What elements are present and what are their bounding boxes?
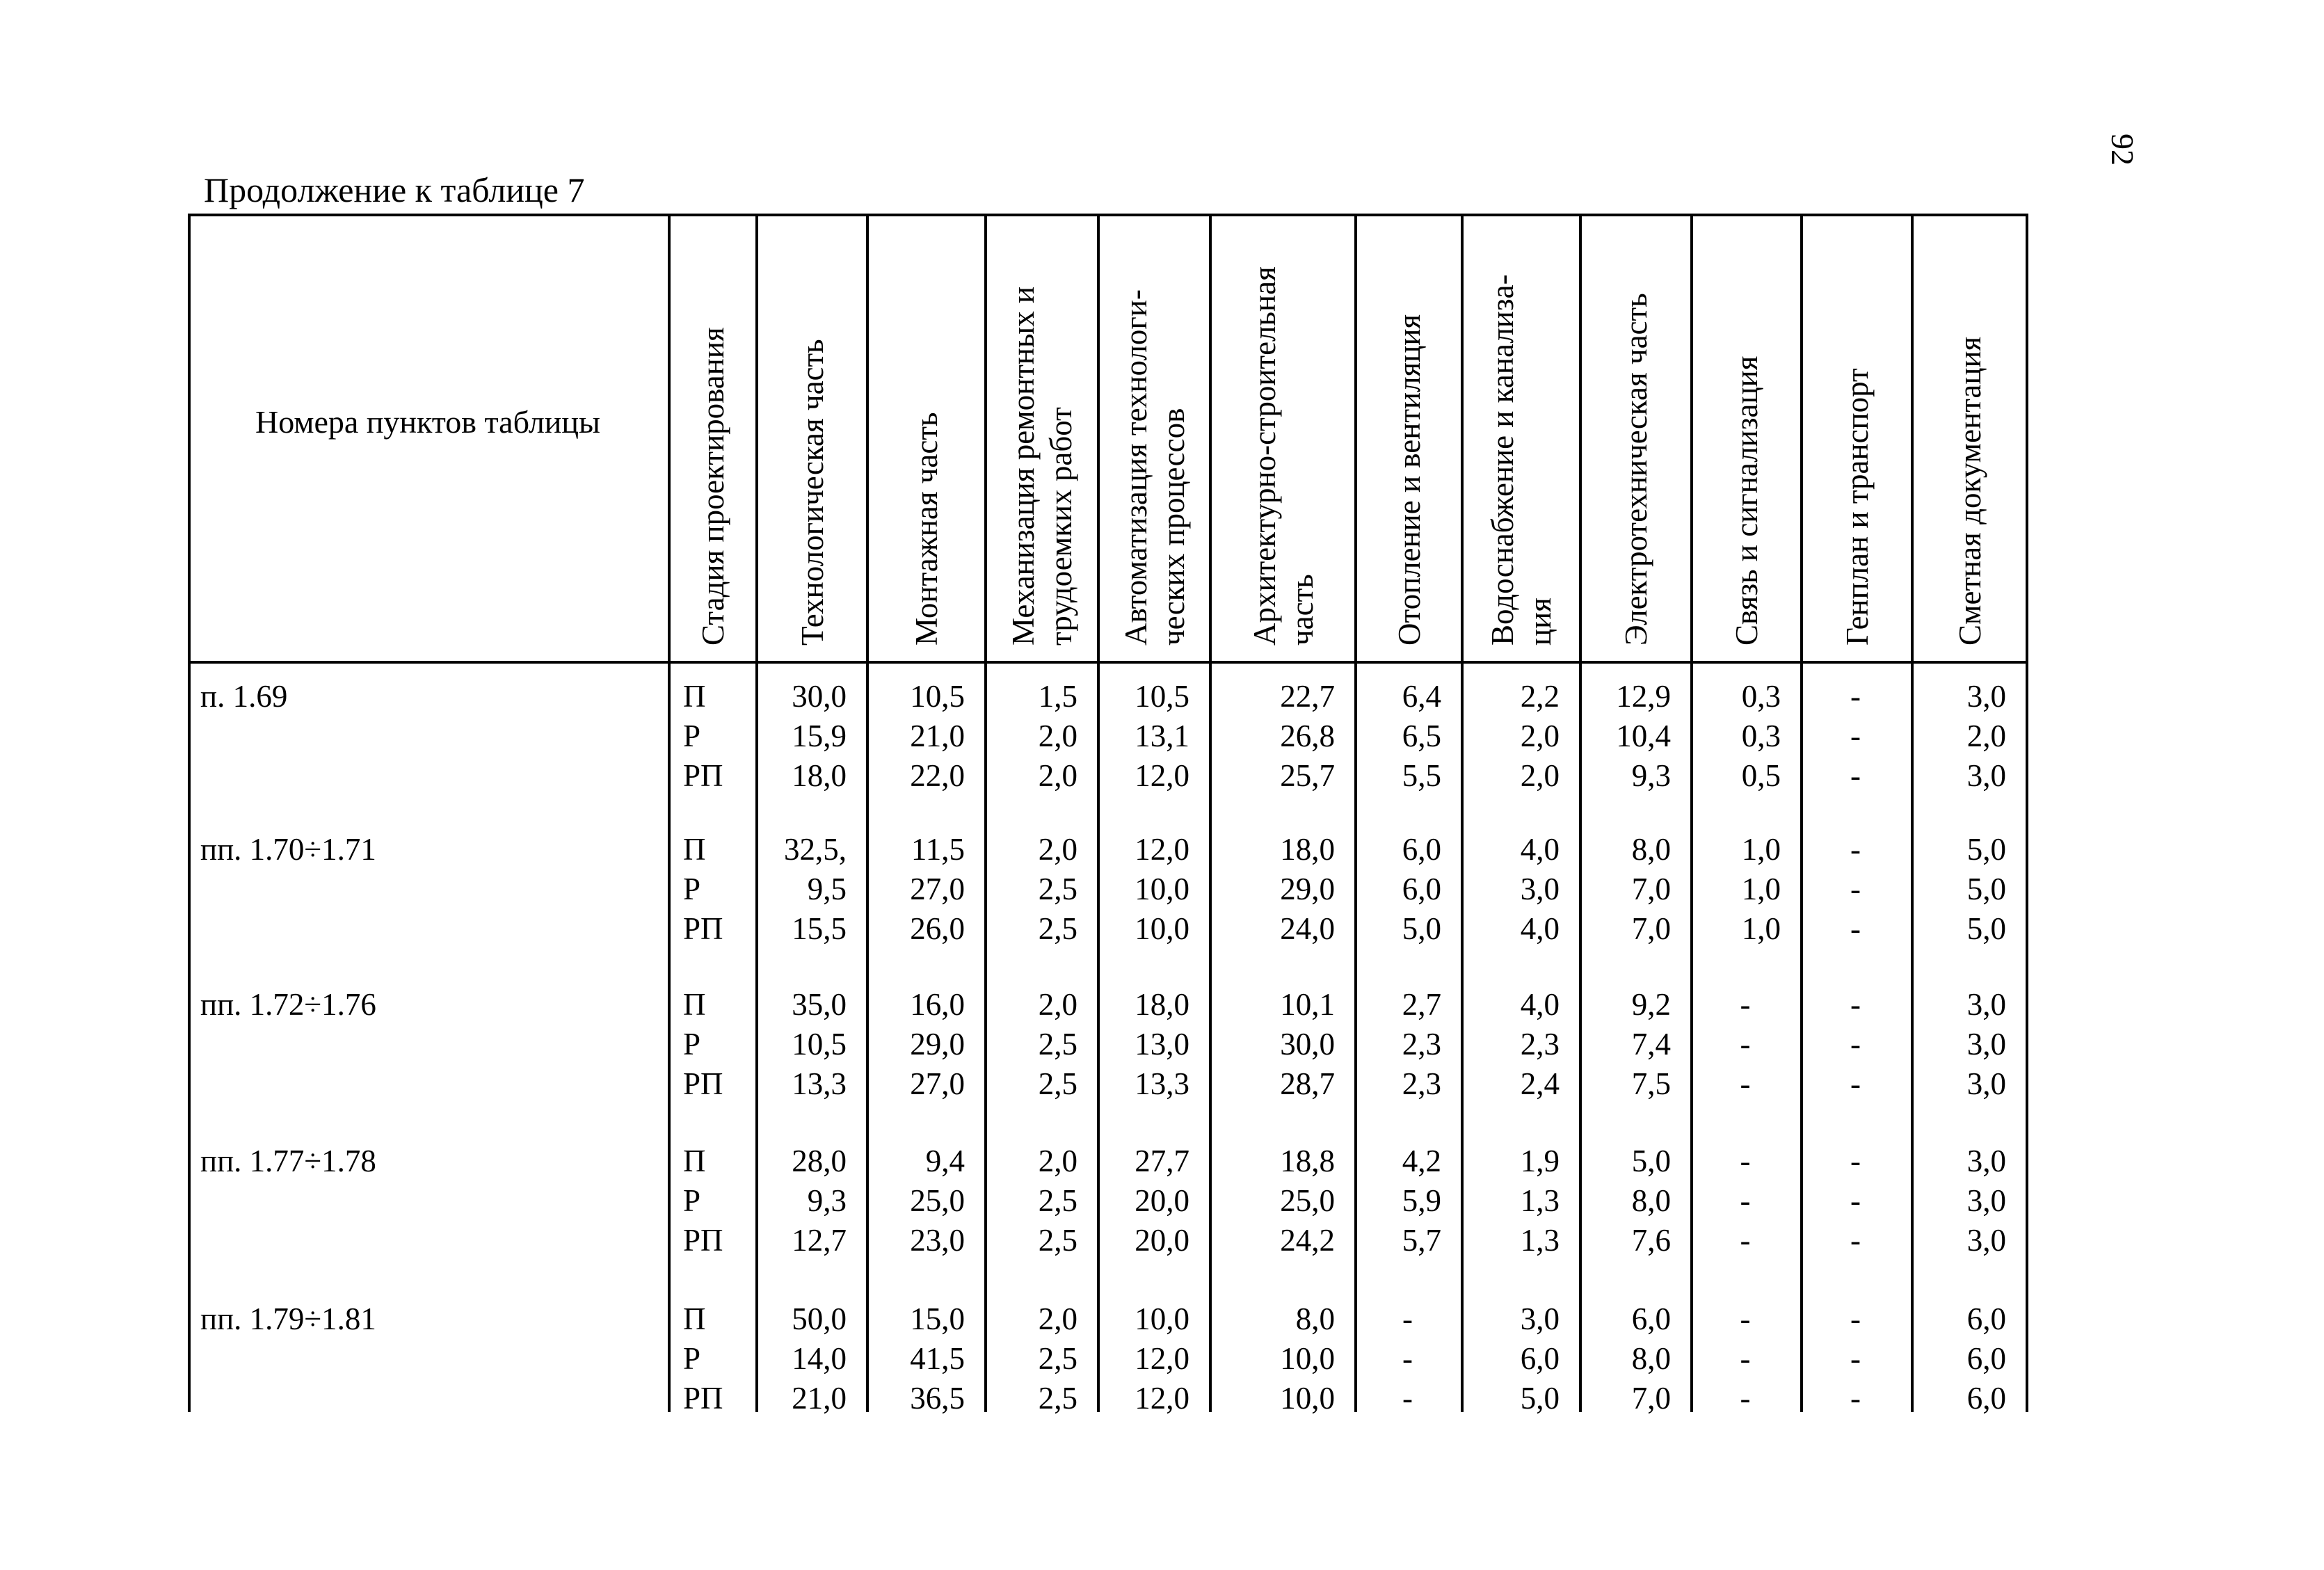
stage-cell: П [683,1301,706,1336]
value-cell: 9,3 [1631,758,1671,793]
value-cell: 2,7 [1402,987,1441,1022]
value-cell: 36,5 [910,1381,965,1416]
value-cell: - [1850,1223,1861,1258]
value-cell: 3,0 [1966,1144,2006,1178]
value-cell: - [1850,758,1861,793]
column-header [1728,356,1765,646]
value-cell: 2,0 [1038,987,1077,1022]
stage-cell: РП [683,758,723,793]
value-cell: 6,5 [1402,719,1441,753]
value-cell: 2,3 [1402,1066,1441,1101]
column-header-line: Технологическая часть [795,339,830,646]
value-cell: 2,5 [1038,1066,1077,1101]
value-cell: 7,0 [1631,872,1671,906]
stage-cell: П [683,987,706,1022]
value-cell: 18,0 [1280,832,1335,867]
column-divider [668,214,671,1412]
value-cell: - [1850,1027,1861,1062]
value-cell: 3,0 [1966,1223,2006,1258]
value-cell: 10,0 [1135,872,1189,906]
column-header [908,412,945,646]
value-cell: 6,0 [1966,1381,2006,1416]
value-cell: 18,8 [1280,1144,1335,1178]
group-label: пп. 1.77÷1.78 [200,1144,376,1178]
table-top-border [188,214,2028,216]
value-cell: 27,0 [910,872,965,906]
column-header-line: Монтажная часть [909,412,944,646]
value-cell: 24,0 [1280,911,1335,946]
value-cell: - [1850,1301,1861,1336]
value-cell: 2,5 [1038,1183,1077,1218]
value-cell: 1,5 [1038,679,1077,714]
value-cell: 8,0 [1631,832,1671,867]
value-cell: - [1740,1341,1751,1376]
value-cell: 3,0 [1520,1301,1560,1336]
value-cell: 1,0 [1741,872,1781,906]
value-cell: 10,5 [1135,679,1189,714]
value-cell: 3,0 [1966,1027,2006,1062]
value-cell: 10,4 [1616,719,1671,753]
value-cell: - [1850,1144,1861,1178]
value-cell: 2,5 [1038,1027,1077,1062]
value-cell: 21,0 [792,1381,847,1416]
column-header-line: Водоснабжение и канализа- [1485,274,1520,646]
value-cell: 18,0 [792,758,847,793]
value-cell: 7,4 [1631,1027,1671,1062]
value-cell: 4,0 [1520,987,1560,1022]
value-cell: 2,0 [1520,758,1560,793]
value-cell: 27,0 [910,1066,965,1101]
value-cell: 2,0 [1520,719,1560,753]
stage-cell: Р [683,719,701,753]
header-row-numbers: Номера пунктов таблицы [255,404,600,440]
column-header [1617,293,1655,646]
value-cell: 1,0 [1741,832,1781,867]
value-cell: - [1740,1027,1751,1062]
value-cell: 10,0 [1135,1301,1189,1336]
value-cell: 10,5 [792,1027,847,1062]
stage-cell: РП [683,1381,723,1416]
value-cell: 18,0 [1135,987,1189,1022]
value-cell: 9,3 [807,1183,847,1218]
value-cell: 16,0 [910,987,965,1022]
column-header [1484,274,1559,646]
stage-cell: Р [683,872,701,906]
column-header-line: Механизация ремонтных и [1006,286,1041,646]
value-cell: 2,5 [1038,911,1077,946]
value-cell: - [1850,1341,1861,1376]
group-label: п. 1.69 [200,679,288,714]
value-cell: 27,7 [1135,1144,1189,1178]
value-cell: 5,0 [1966,832,2006,867]
value-cell: 2,5 [1038,872,1077,906]
value-cell: 14,0 [792,1341,847,1376]
value-cell: 13,0 [1135,1027,1189,1062]
column-header-line: Электротехническая часть [1619,293,1653,646]
value-cell: 1,9 [1520,1144,1560,1178]
value-cell: 9,4 [925,1144,965,1178]
value-cell: 26,8 [1280,719,1335,753]
value-cell: 28,0 [792,1144,847,1178]
value-cell: 2,3 [1520,1027,1560,1062]
value-cell: 7,5 [1631,1066,1671,1101]
value-cell: 13,3 [792,1066,847,1101]
value-cell: 8,0 [1295,1301,1335,1336]
column-header-line: Отопление и вентиляция [1392,314,1427,646]
value-cell: 0,3 [1741,679,1781,714]
value-cell: - [1740,1066,1751,1101]
stage-cell: Р [683,1341,701,1376]
column-header-line: Генплан и транспорт [1840,368,1875,646]
value-cell: 29,0 [1280,872,1335,906]
value-cell: 3,0 [1966,679,2006,714]
value-cell: 25,0 [1280,1183,1335,1218]
value-cell: - [1850,1381,1861,1416]
value-cell: 5,0 [1520,1381,1560,1416]
value-cell: 11,5 [911,832,965,867]
table-caption: Продолжение к таблице 7 [204,170,585,209]
column-divider [188,214,191,1412]
value-cell: 13,1 [1135,719,1189,753]
value-cell: 12,0 [1135,832,1189,867]
value-cell: 2,2 [1520,679,1560,714]
stage-cell: Р [683,1183,701,1218]
column-header [1391,314,1428,646]
value-cell: 5,5 [1402,758,1441,793]
value-cell: 15,5 [792,911,847,946]
value-cell: 10,0 [1280,1341,1335,1376]
value-cell: 22,0 [910,758,965,793]
column-header [1246,266,1321,646]
value-cell: 1,3 [1520,1223,1560,1258]
value-cell: 6,0 [1966,1301,2006,1336]
page-number: 92 [2105,134,2140,166]
value-cell: 25,0 [910,1183,965,1218]
value-cell: 15,9 [792,719,847,753]
value-cell: 2,0 [1038,758,1077,793]
column-header-line: Архитектурно-строительная [1247,266,1282,646]
value-cell: - [1850,719,1861,753]
value-cell: 2,0 [1038,1144,1077,1178]
value-cell: - [1402,1301,1413,1336]
group-label: пп. 1.70÷1.71 [200,832,376,867]
value-cell: 20,0 [1135,1223,1189,1258]
value-cell: 6,0 [1402,832,1441,867]
value-cell: 2,3 [1402,1027,1441,1062]
value-cell: - [1850,911,1861,946]
value-cell: 3,0 [1966,987,2006,1022]
value-cell: - [1402,1341,1413,1376]
value-cell: 22,7 [1280,679,1335,714]
value-cell: 26,0 [910,911,965,946]
value-cell: 0,3 [1741,719,1781,753]
value-cell: 30,0 [792,679,847,714]
column-divider [2026,214,2028,1412]
header-bottom-border [188,661,2028,664]
column-header [1117,289,1192,646]
value-cell: 3,0 [1966,1066,2006,1101]
value-cell: 3,0 [1966,758,2006,793]
value-cell: 6,4 [1402,679,1441,714]
value-cell: 21,0 [910,719,965,753]
value-cell: - [1402,1381,1413,1416]
value-cell: - [1850,987,1861,1022]
value-cell: 3,0 [1966,1183,2006,1218]
value-cell: 12,7 [792,1223,847,1258]
value-cell: 6,0 [1402,872,1441,906]
value-cell: 6,0 [1966,1341,2006,1376]
value-cell: 25,7 [1280,758,1335,793]
value-cell: 12,0 [1135,1341,1189,1376]
value-cell: 2,0 [1038,719,1077,753]
value-cell: 30,0 [1280,1027,1335,1062]
stage-cell: П [683,1144,706,1178]
value-cell: 6,0 [1520,1341,1560,1376]
value-cell: 2,4 [1520,1066,1560,1101]
value-cell: 29,0 [910,1027,965,1062]
value-cell: 2,5 [1038,1223,1077,1258]
value-cell: 9,2 [1631,987,1671,1022]
value-cell: - [1850,1066,1861,1101]
column-header-line: Связь и сигнализация [1729,355,1764,646]
column-header-line: трудоемких работ [1043,407,1078,646]
value-cell: 10,0 [1135,911,1189,946]
value-cell: 4,0 [1520,832,1560,867]
column-header-line: Стадия проектирования [696,327,730,646]
value-cell: 0,5 [1741,758,1781,793]
value-cell: 2,0 [1966,719,2006,753]
value-cell: - [1740,1223,1751,1258]
value-cell: 7,0 [1631,1381,1671,1416]
value-cell: 10,5 [910,679,965,714]
column-header [1838,368,1876,646]
value-cell: 5,7 [1402,1223,1441,1258]
value-cell: 13,3 [1135,1066,1189,1101]
value-cell: 12,0 [1135,758,1189,793]
group-label: пп. 1.72÷1.76 [200,987,376,1022]
stage-cell: РП [683,1223,723,1258]
value-cell: 1,0 [1741,911,1781,946]
value-cell: - [1850,679,1861,714]
value-cell: 4,2 [1402,1144,1441,1178]
value-cell: 7,0 [1631,911,1671,946]
value-cell: 15,0 [910,1301,965,1336]
value-cell: 1,3 [1520,1183,1560,1218]
value-cell: 28,7 [1280,1066,1335,1101]
value-cell: 5,9 [1402,1183,1441,1218]
value-cell: 10,0 [1280,1381,1335,1416]
value-cell: 3,0 [1520,872,1560,906]
value-cell: - [1740,1183,1751,1218]
column-header [1004,287,1080,646]
column-header-line: часть [1285,574,1320,646]
value-cell: 5,0 [1966,911,2006,946]
column-header [794,339,831,646]
value-cell: 41,5 [910,1341,965,1376]
value-cell: 50,0 [792,1301,847,1336]
column-header-line: ческих процессов [1156,408,1191,646]
value-cell: - [1740,1144,1751,1178]
value-cell: 20,0 [1135,1183,1189,1218]
column-header [1951,337,1989,646]
stage-cell: П [683,832,706,867]
stage-cell: РП [683,1066,723,1101]
value-cell: 7,6 [1631,1223,1671,1258]
value-cell: 12,9 [1616,679,1671,714]
value-cell: - [1850,1183,1861,1218]
value-cell: 32,5, [784,832,847,867]
column-header-line: Сметная документация [1953,336,1987,646]
value-cell: 6,0 [1631,1301,1671,1336]
column-header-line: ция [1523,598,1557,646]
value-cell: 8,0 [1631,1341,1671,1376]
value-cell: 2,5 [1038,1341,1077,1376]
value-cell: 5,0 [1966,872,2006,906]
value-cell: 23,0 [910,1223,965,1258]
value-cell: - [1740,1381,1751,1416]
value-cell: 2,5 [1038,1381,1077,1416]
value-cell: 8,0 [1631,1183,1671,1218]
value-cell: - [1850,872,1861,906]
group-label: пп. 1.79÷1.81 [200,1301,376,1336]
value-cell: 2,0 [1038,1301,1077,1336]
value-cell: 35,0 [792,987,847,1022]
value-cell: 24,2 [1280,1223,1335,1258]
value-cell: 12,0 [1135,1381,1189,1416]
value-cell: - [1850,832,1861,867]
value-cell: - [1740,987,1751,1022]
column-header-line: Автоматизация технологи- [1119,289,1153,646]
stage-cell: Р [683,1027,701,1062]
stage-cell: РП [683,911,723,946]
stage-cell: П [683,679,706,714]
value-cell: 9,5 [807,872,847,906]
value-cell: 5,0 [1402,911,1441,946]
value-cell: 2,0 [1038,832,1077,867]
value-cell: 5,0 [1631,1144,1671,1178]
column-header [694,327,732,646]
value-cell: - [1740,1301,1751,1336]
value-cell: 10,1 [1280,987,1335,1022]
value-cell: 4,0 [1520,911,1560,946]
